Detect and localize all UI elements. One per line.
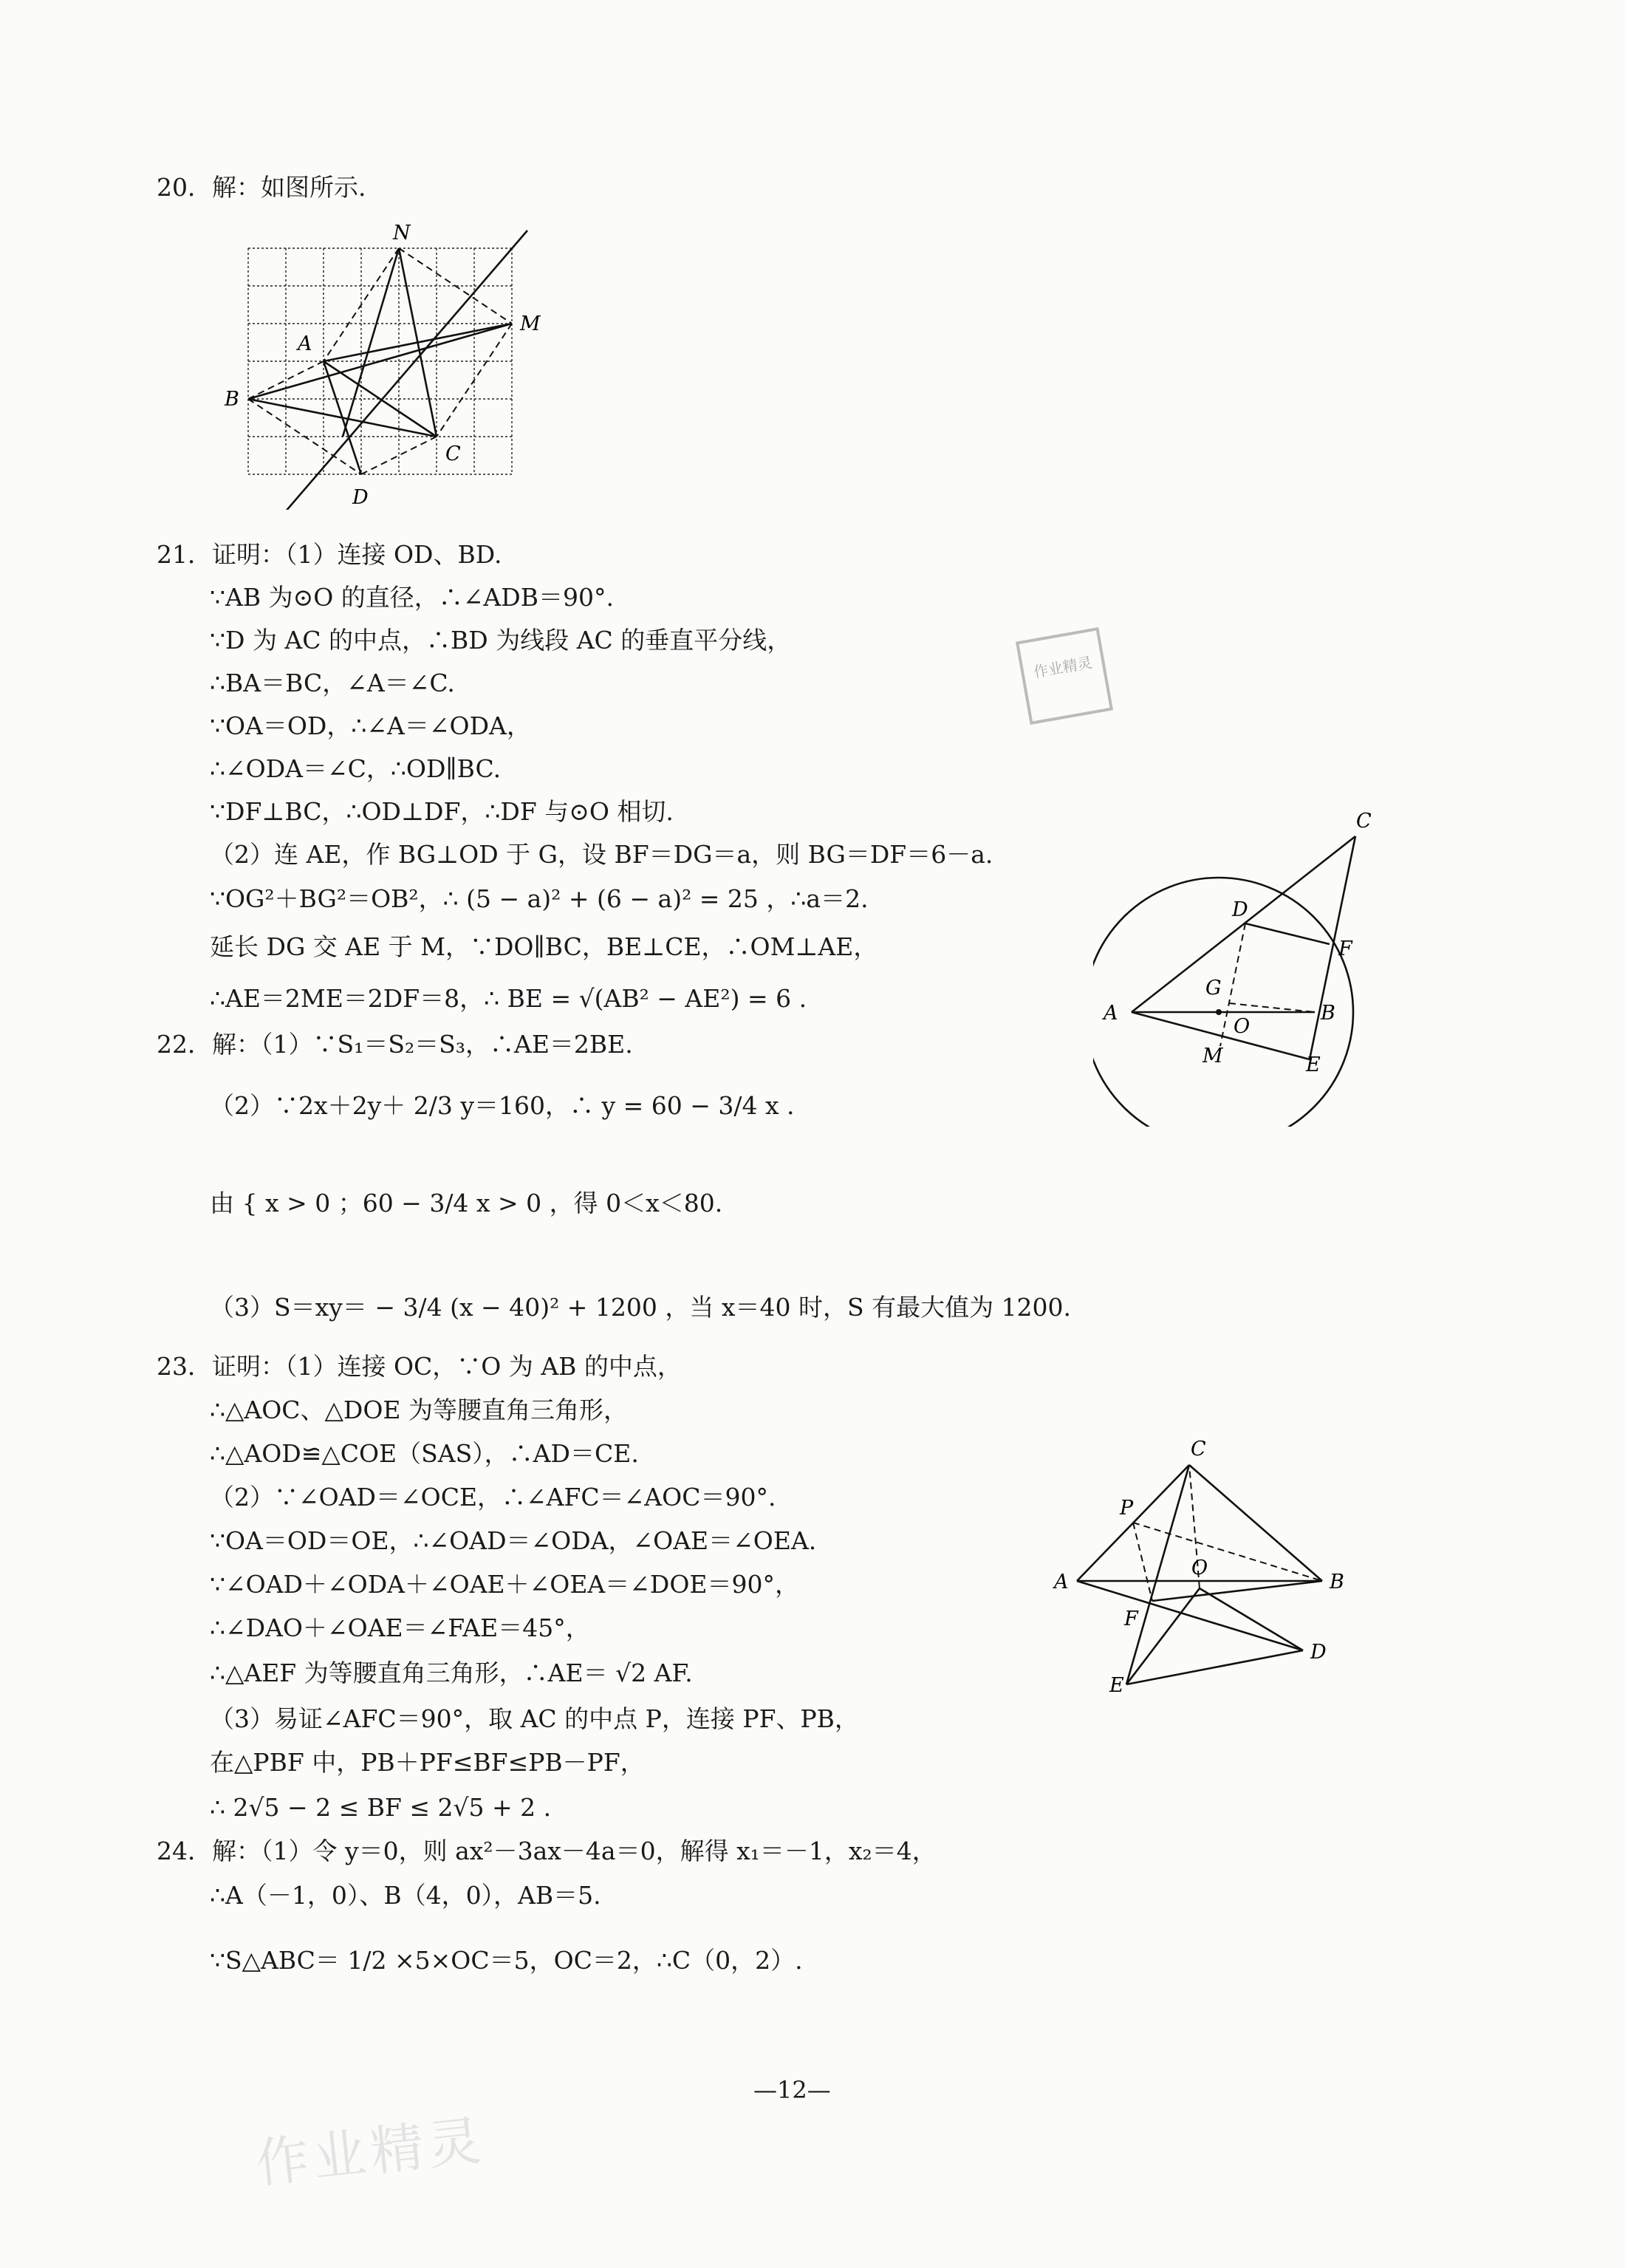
p21-line-7: ∵DF⊥BC，∴OD⊥DF，∴DF 与⊙O 相切.	[210, 797, 674, 826]
circle-label-m: M	[1202, 1045, 1223, 1068]
p23-line-4: （2）∵∠OAD＝∠OCE，∴∠AFC＝∠AOC＝90°.	[210, 1483, 776, 1512]
p23-line-11: ∴ 2√5 − 2 ≤ BF ≤ 2√5 + 2 .	[210, 1793, 552, 1822]
tri-label-d: D	[1310, 1641, 1327, 1664]
p22-line-1: 22．解：（1）∵S₁＝S₂＝S₃，∴AE＝2BE.	[157, 1030, 633, 1059]
circle-label-f: F	[1338, 937, 1352, 960]
p21-line-4: ∴BA＝BC，∠A＝∠C.	[210, 669, 455, 697]
p22-line-3: 由 { x > 0 ；60 − 3/4 x > 0 ，得 0＜x＜80.	[210, 1189, 723, 1217]
grid-figure	[222, 214, 547, 510]
circle-label-c: C	[1356, 810, 1372, 833]
grid-label-a: A	[298, 332, 312, 355]
p23-line-6: ∵∠OAD＋∠ODA＋∠OAE＋∠OEA＝∠DOE＝90°，	[210, 1570, 799, 1599]
circle-label-a: A	[1104, 1002, 1118, 1025]
p21-line-9: ∵OG²＋BG²＝OB²，∴ (5 − a)² + (6 − a)² = 25 ，∴a＝2.	[210, 884, 869, 913]
tri-label-e: E	[1109, 1674, 1124, 1695]
tri-label-o: O	[1191, 1557, 1208, 1579]
tri-label-p: P	[1120, 1497, 1134, 1520]
p22-line-4: （3）S＝xy＝ − 3/4 (x − 40)² + 1200 ，当 x＝40 时，S 有最大值为 1200.	[210, 1293, 1072, 1322]
circle-label-d: D	[1232, 898, 1248, 921]
p23-line-5: ∵OA＝OD＝OE，∴∠OAD＝∠ODA，∠OAE＝∠OEA.	[210, 1526, 817, 1555]
p21-line-5: ∵OA＝OD，∴∠A＝∠ODA，	[210, 711, 531, 740]
p23-line-9: （3）易证∠AFC＝90°，取 AC 的中点 P，连接 PF、PB，	[210, 1704, 859, 1733]
grid-label-n: N	[393, 222, 411, 245]
stamp-watermark	[1009, 621, 1120, 731]
p21-line-1: 21．证明：（1）连接 OD、BD.	[157, 540, 502, 569]
p23-line-2: ∴△AOC、△DOE 为等腰直角三角形，	[210, 1396, 628, 1424]
tri-label-f: F	[1124, 1608, 1138, 1630]
p23-line-8: ∴△AEF 为等腰直角三角形，∴AE＝ √2 AF.	[210, 1659, 693, 1687]
circle-label-b: B	[1321, 1002, 1335, 1025]
grid-label-m: M	[520, 312, 541, 335]
p21-line-8: （2）连 AE，作 BG⊥OD 于 G，设 BF＝DG＝a，则 BG＝DF＝6－a.	[210, 840, 993, 869]
problem-20: 20．解：如图所示.	[157, 173, 366, 202]
p21-line-2: ∵AB 为⊙O 的直径，∴∠ADB＝90°.	[210, 583, 614, 612]
stamp-text: 作业精灵	[1032, 653, 1094, 681]
p21-line-6: ∴∠ODA＝∠C，∴OD∥BC.	[210, 754, 502, 783]
triangle-figure	[1049, 1415, 1359, 1695]
grid-label-c: C	[445, 443, 461, 465]
p21-line-10: 延长 DG 交 AE 于 M，∵DO∥BC，BE⊥CE，∴OM⊥AE，	[210, 932, 878, 961]
p23-line-10: 在△PBF 中，PB＋PF≤BF≤PB－PF，	[210, 1748, 645, 1777]
grid-label-d: D	[352, 486, 369, 509]
grid-label-b: B	[225, 388, 239, 411]
p21-line-11: ∴AE＝2ME＝2DF＝8，∴ BE = √(AB² − AE²) = 6 .	[210, 984, 807, 1013]
p24-line-2: ∴A（－1，0）、B（4，0），AB＝5.	[210, 1881, 601, 1910]
circle-label-e: E	[1306, 1053, 1321, 1076]
p23-line-1: 23．证明：（1）连接 OC，∵O 为 AB 的中点，	[157, 1352, 682, 1381]
bottom-watermark: 作业精灵	[253, 2108, 489, 2196]
p22-line-2: （2）∵2x＋2y＋ 2/3 y＝160，∴ y = 60 − 3/4 x .	[210, 1091, 795, 1120]
circle-label-g: G	[1205, 977, 1222, 1000]
p24-line-1: 24．解：（1）令 y＝0，则 ax²－3ax－4a＝0，解得 x₁＝－1，x₂＝4，	[157, 1837, 937, 1865]
p23-line-3: ∴△AOD≌△COE（SAS），∴AD＝CE.	[210, 1439, 639, 1468]
p23-line-7: ∴∠DAO＋∠OAE＝∠FAE＝45°，	[210, 1613, 590, 1642]
circle-figure	[1093, 802, 1448, 1127]
tri-label-a: A	[1054, 1571, 1069, 1594]
tri-label-c: C	[1191, 1438, 1206, 1461]
circle-label-o: O	[1234, 1015, 1251, 1038]
tri-label-b: B	[1330, 1571, 1344, 1594]
p24-line-3: ∵S△ABC＝ 1/2 ×5×OC＝5，OC＝2，∴C（0，2）.	[210, 1946, 803, 1975]
page-number: —12—	[753, 2076, 831, 2104]
p21-line-3: ∵D 为 AC 的中点，∴BD 为线段 AC 的垂直平分线，	[210, 626, 792, 655]
